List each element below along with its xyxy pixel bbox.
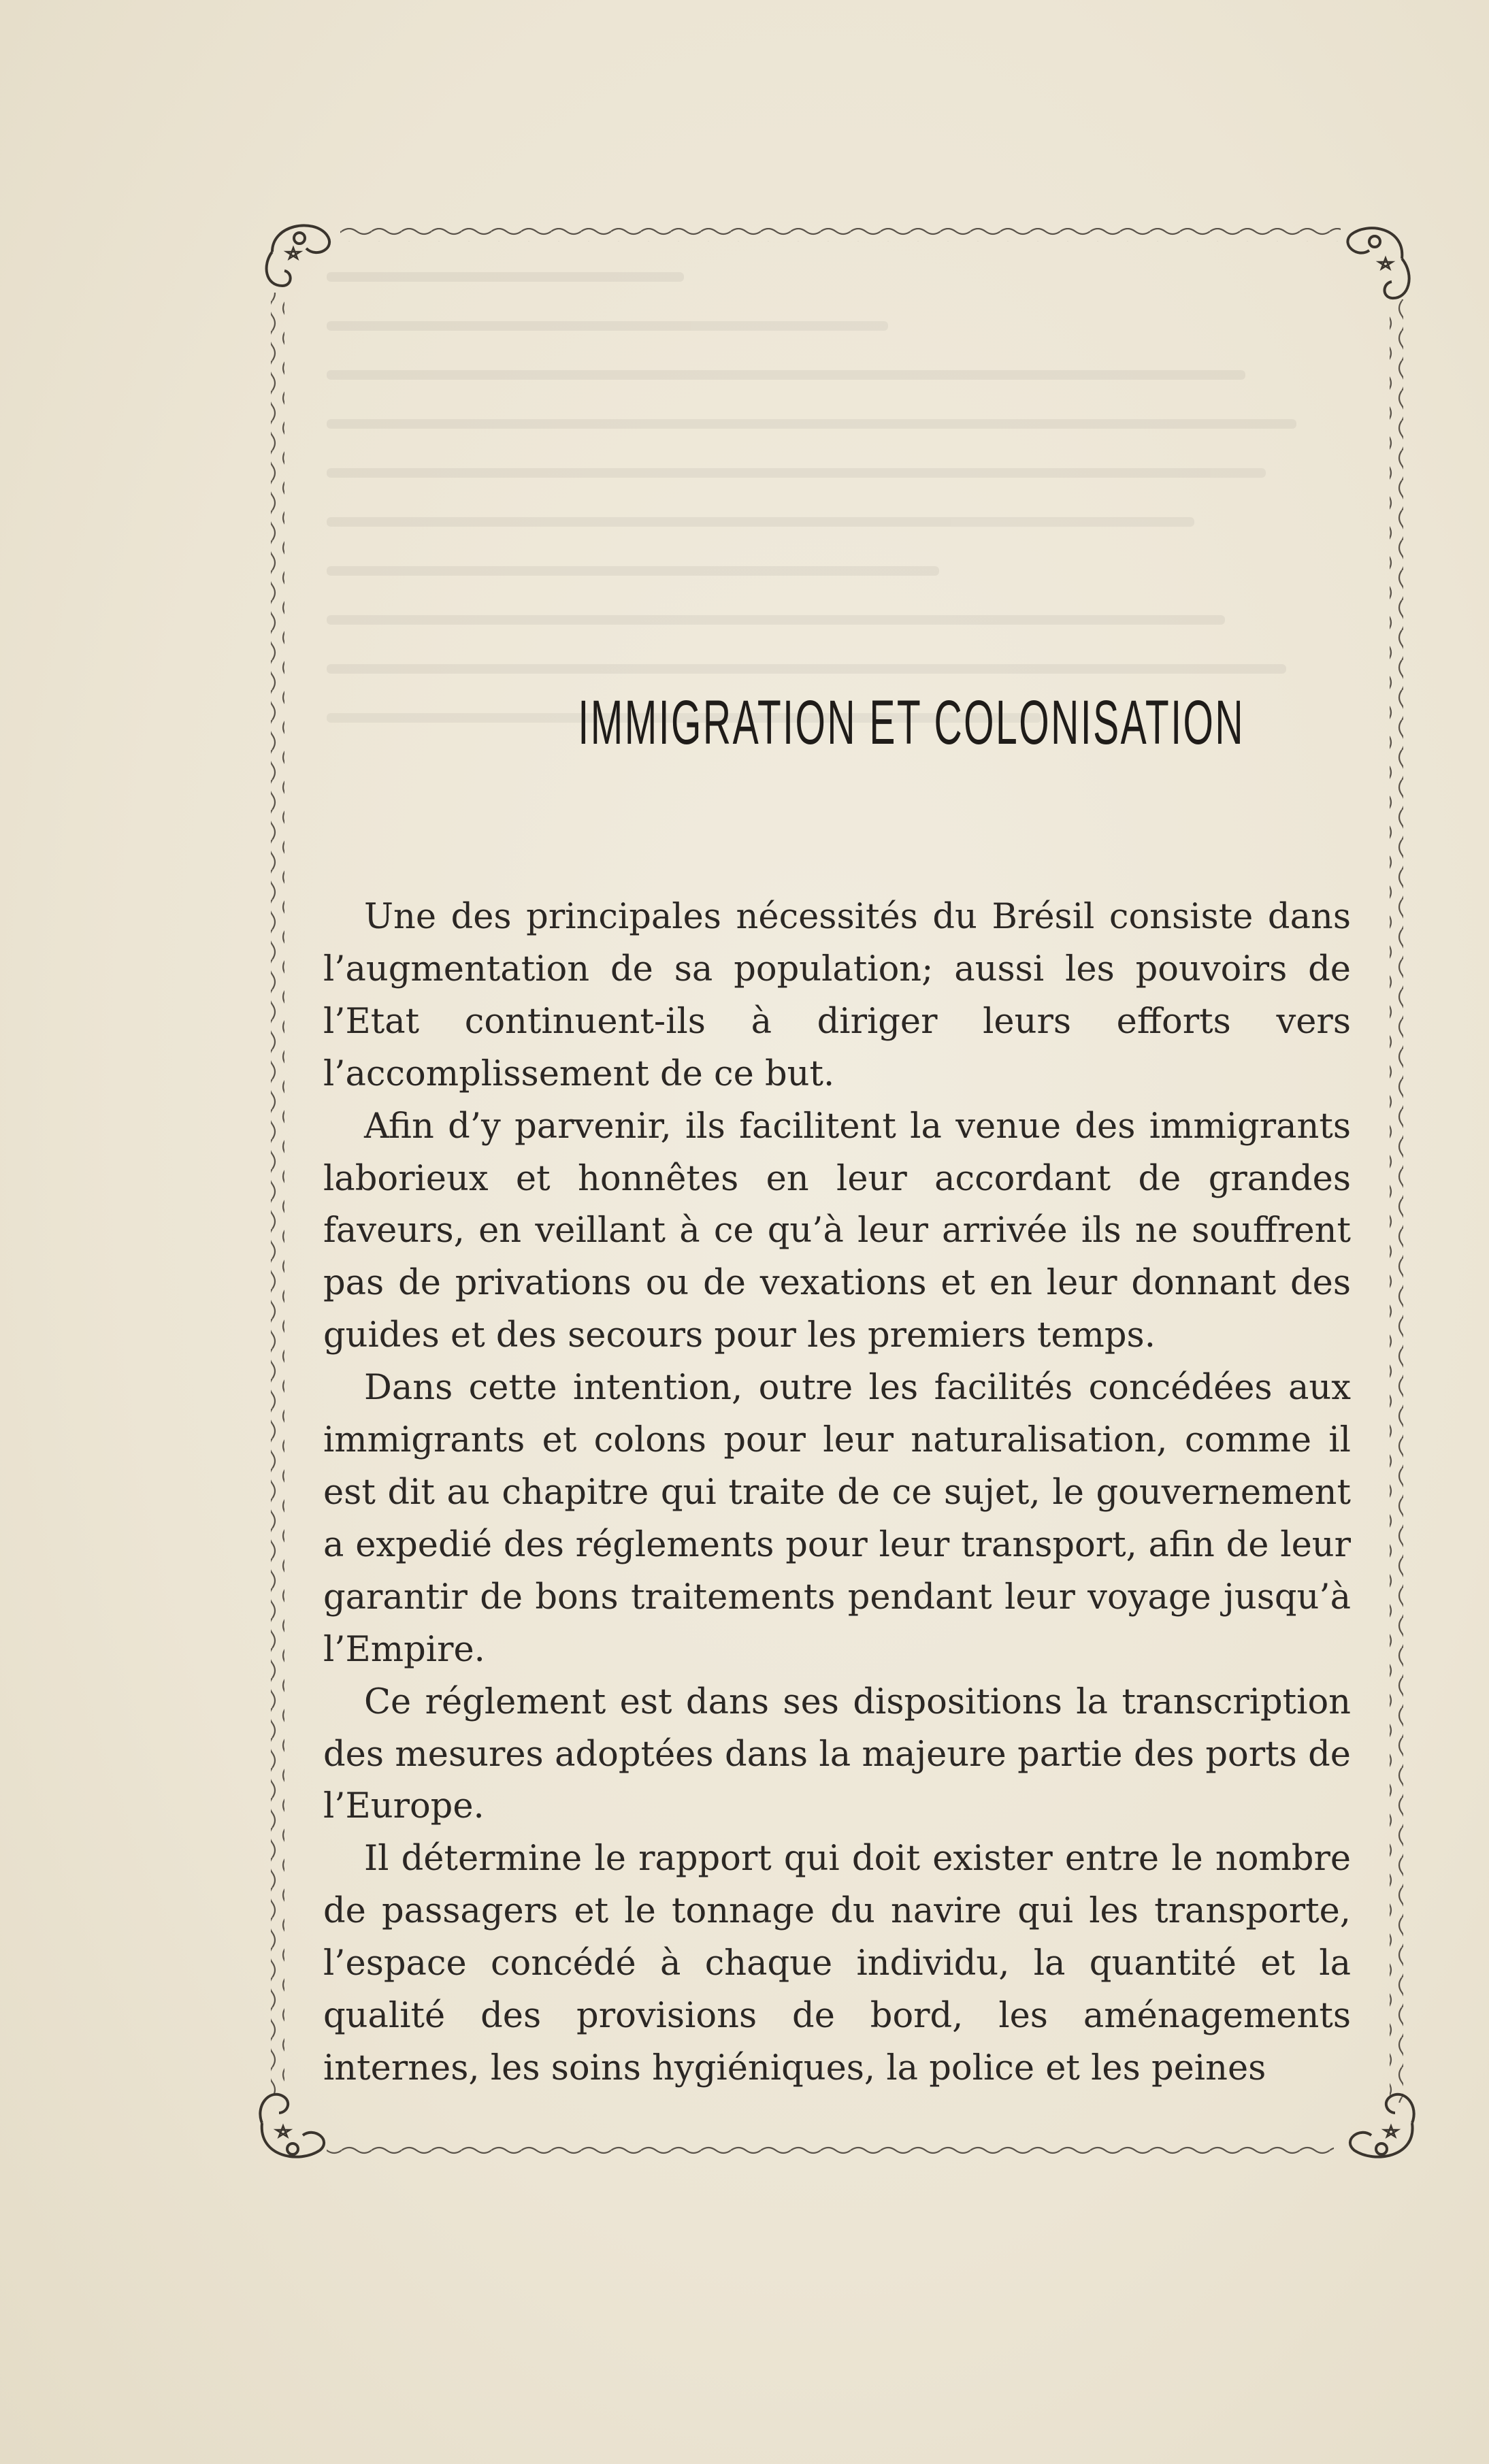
flourish-corner-icon [260,2095,324,2157]
flourish-corner-icon [267,225,330,286]
paragraph: Ce réglement est dans ses dispositions la transcription des mesures adoptées dans la majeure partie des ports de l’Europe. [323,1681,1351,1827]
chapter-title: IMMIGRATION ET COLONISATION [578,688,1245,757]
paragraph: Dans cette intention, outre les facilités concédées aux immigrants et colons pour leur naturalisation, comme il est dit au chapitre qui traite de ce sujet, le gouvernement a expedié des réglements pour leur transport, afin de leur garantir de bons traitements pendant leur voyage jusqu’à l’Empire. [323,1368,1351,1670]
paragraph: Afin d’y parvenir, ils facilitent la venue des immigrants laborieux et honnêtes en leur accordant de grandes faveurs, en veillant à ce qu’à leur arrivée ils ne souffrent pas de privations ou de vexations et en leur donnant des guides et des secours pour les premiers temps. [323,1106,1351,1356]
paragraph: Une des principales nécessités du Brésil consiste dans l’augmentation de sa population; aussi les pouvoirs de l’Etat continuent-ils à diriger leurs efforts vers l’accomplissement de ce but. [323,897,1351,1094]
paragraph: Il détermine le rapport qui doit exister entre le nombre de passagers et le tonnage du navire qui les transporte, l’espace concédé à chaque individu, la quantité et la qualité des provisions de bord, les aménagements internes, les soins hygiéniques, la police et les peines [323,1839,1351,2088]
body-text [323,891,1351,2095]
ornamental-frame [252,211,1422,2171]
flourish-corner-icon [1347,228,1409,298]
flourish-corner-icon [1350,2095,1414,2157]
